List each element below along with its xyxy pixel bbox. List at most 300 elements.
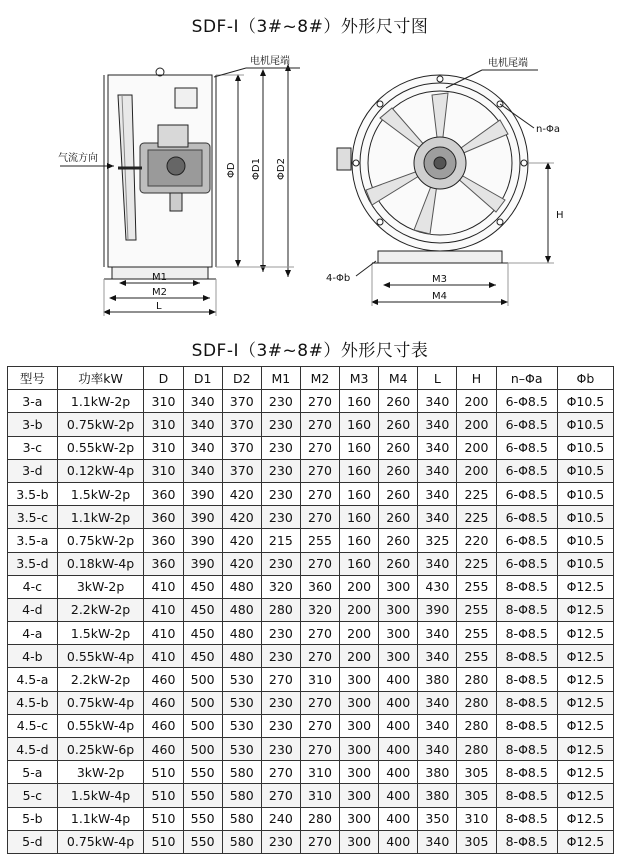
table-cell: 3kW-2p: [57, 761, 144, 784]
table-cell: 0.75kW-4p: [57, 691, 144, 714]
table-cell: 6-Φ8.5: [496, 413, 557, 436]
label-motor-tail-left: 电机尾端: [250, 56, 290, 67]
table-cell: 280: [300, 807, 339, 830]
table-cell: 270: [300, 436, 339, 459]
table-cell: 8-Φ8.5: [496, 807, 557, 830]
table-cell: 410: [144, 645, 183, 668]
table-cell: 200: [340, 575, 379, 598]
table-cell: 230: [261, 622, 300, 645]
table-cell: 530: [222, 714, 261, 737]
table-cell: 0.12kW-4p: [57, 459, 144, 482]
table-cell: 3.5-d: [8, 552, 58, 575]
side-view: [60, 65, 300, 316]
table-title: SDF-Ⅰ（3#~8#）外形尺寸表: [191, 341, 429, 361]
table-cell: 8-Φ8.5: [496, 714, 557, 737]
table-row: [8, 459, 614, 482]
table-cell: 260: [379, 459, 418, 482]
table-cell: 270: [261, 761, 300, 784]
table-cell: 400: [379, 714, 418, 737]
table-cell: 240: [261, 807, 300, 830]
table-cell: 340: [418, 459, 457, 482]
table-cell: 390: [183, 506, 222, 529]
table-cell: Φ12.5: [557, 738, 613, 761]
table-cell: 500: [183, 668, 222, 691]
table-cell: 4-c: [8, 575, 58, 598]
table-cell: 400: [379, 807, 418, 830]
label-L: L: [156, 301, 162, 312]
table-cell: 4-a: [8, 622, 58, 645]
table-cell: Φ10.5: [557, 390, 613, 413]
table-cell: 230: [261, 714, 300, 737]
table-cell: 225: [457, 552, 496, 575]
table-cell: 270: [300, 552, 339, 575]
table-row: [8, 575, 614, 598]
table-row: [8, 413, 614, 436]
table-cell: 300: [379, 575, 418, 598]
table-cell: 230: [261, 390, 300, 413]
label-D: ΦD: [226, 162, 237, 178]
label-D2: ΦD2: [276, 158, 287, 180]
table-cell: Φ12.5: [557, 784, 613, 807]
table-cell: 340: [418, 645, 457, 668]
table-cell: 325: [418, 529, 457, 552]
table-cell: 0.55kW-4p: [57, 714, 144, 737]
table-cell: 8-Φ8.5: [496, 668, 557, 691]
table-cell: 310: [457, 807, 496, 830]
table-cell: 8-Φ8.5: [496, 761, 557, 784]
table-cell: 280: [457, 738, 496, 761]
table-row: [8, 390, 614, 413]
table-cell: 360: [144, 552, 183, 575]
table-row: [8, 436, 614, 459]
table-cell: 420: [222, 529, 261, 552]
table-cell: 270: [300, 459, 339, 482]
table-cell: 1.1kW-4p: [57, 807, 144, 830]
table-cell: 530: [222, 668, 261, 691]
table-row: [8, 714, 614, 737]
table-cell: 0.55kW-4p: [57, 645, 144, 668]
table-cell: 3-b: [8, 413, 58, 436]
table-cell: 340: [183, 390, 222, 413]
table-cell: 270: [300, 506, 339, 529]
column-header: Φb: [557, 367, 613, 390]
table-cell: 300: [379, 598, 418, 621]
table-cell: 160: [340, 482, 379, 505]
table-cell: 270: [300, 645, 339, 668]
table-cell: 580: [222, 784, 261, 807]
table-cell: 6-Φ8.5: [496, 436, 557, 459]
table-row: [8, 761, 614, 784]
table-cell: 390: [183, 552, 222, 575]
table-header-row: [8, 367, 614, 390]
column-header: M4: [379, 367, 418, 390]
table-cell: 0.18kW-4p: [57, 552, 144, 575]
table-cell: 5-b: [8, 807, 58, 830]
table-cell: Φ10.5: [557, 529, 613, 552]
table-cell: 300: [340, 668, 379, 691]
table-cell: 280: [457, 691, 496, 714]
table-cell: 300: [340, 784, 379, 807]
table-cell: 320: [300, 598, 339, 621]
table-cell: 360: [144, 529, 183, 552]
table-cell: Φ12.5: [557, 668, 613, 691]
table-cell: 8-Φ8.5: [496, 691, 557, 714]
table-cell: 340: [418, 413, 457, 436]
table-cell: 255: [457, 645, 496, 668]
diagram-title: SDF-Ⅰ（3#~8#）外形尺寸图: [191, 17, 429, 37]
table-cell: 5-a: [8, 761, 58, 784]
column-header: 功率kW: [57, 367, 144, 390]
table-cell: 160: [340, 459, 379, 482]
column-header: D: [144, 367, 183, 390]
table-cell: 2.2kW-2p: [57, 598, 144, 621]
table-cell: 450: [183, 622, 222, 645]
table-cell: Φ12.5: [557, 622, 613, 645]
table-cell: Φ12.5: [557, 598, 613, 621]
table-cell: 410: [144, 575, 183, 598]
table-cell: 370: [222, 436, 261, 459]
table-cell: 4-d: [8, 598, 58, 621]
table-cell: 260: [379, 529, 418, 552]
table-cell: 410: [144, 598, 183, 621]
table-cell: 160: [340, 552, 379, 575]
table-cell: 510: [144, 784, 183, 807]
table-cell: 310: [300, 761, 339, 784]
table-cell: 390: [183, 482, 222, 505]
table-cell: Φ12.5: [557, 714, 613, 737]
label-M4: M4: [432, 291, 447, 302]
table-row: [8, 738, 614, 761]
dimension-table: [7, 366, 614, 854]
table-cell: 300: [379, 622, 418, 645]
table-cell: 255: [457, 598, 496, 621]
table-cell: 270: [261, 784, 300, 807]
table-cell: 260: [379, 482, 418, 505]
table-cell: 510: [144, 761, 183, 784]
table-cell: 3.5-a: [8, 529, 58, 552]
table-cell: 160: [340, 390, 379, 413]
table-cell: 1.1kW-2p: [57, 506, 144, 529]
table-cell: 270: [300, 413, 339, 436]
label-D1: ΦD1: [251, 158, 262, 180]
table-row: [8, 506, 614, 529]
table-cell: 360: [300, 575, 339, 598]
table-cell: Φ10.5: [557, 552, 613, 575]
table-cell: 6-Φ8.5: [496, 390, 557, 413]
table-cell: 370: [222, 390, 261, 413]
table-cell: 4-b: [8, 645, 58, 668]
table-cell: 230: [261, 482, 300, 505]
table-cell: Φ12.5: [557, 807, 613, 830]
table-cell: 340: [183, 413, 222, 436]
table-cell: 370: [222, 413, 261, 436]
table-cell: 390: [183, 529, 222, 552]
table-cell: 410: [144, 622, 183, 645]
table-cell: 160: [340, 506, 379, 529]
table-cell: 230: [261, 413, 300, 436]
table-cell: Φ10.5: [557, 459, 613, 482]
table-cell: 230: [261, 436, 300, 459]
table-cell: Φ10.5: [557, 436, 613, 459]
table-cell: 480: [222, 575, 261, 598]
table-cell: 400: [379, 784, 418, 807]
table-cell: 8-Φ8.5: [496, 830, 557, 853]
table-cell: 6-Φ8.5: [496, 482, 557, 505]
table-row: [8, 552, 614, 575]
table-cell: 580: [222, 830, 261, 853]
table-cell: 230: [261, 459, 300, 482]
front-view: [337, 70, 554, 306]
table-cell: 300: [379, 645, 418, 668]
table-cell: 480: [222, 622, 261, 645]
table-cell: 500: [183, 714, 222, 737]
table-row: [8, 668, 614, 691]
table-cell: 310: [144, 390, 183, 413]
table-cell: 225: [457, 482, 496, 505]
column-header: D2: [222, 367, 261, 390]
table-cell: 230: [261, 738, 300, 761]
table-cell: 400: [379, 668, 418, 691]
table-cell: 160: [340, 413, 379, 436]
table-cell: 390: [418, 598, 457, 621]
table-cell: 400: [379, 830, 418, 853]
table-cell: 305: [457, 784, 496, 807]
table-cell: 230: [261, 830, 300, 853]
label-M1: M1: [152, 272, 167, 283]
column-header: D1: [183, 367, 222, 390]
table-cell: Φ12.5: [557, 645, 613, 668]
table-cell: 310: [300, 668, 339, 691]
table-cell: 300: [340, 738, 379, 761]
table-cell: 305: [457, 761, 496, 784]
table-cell: 215: [261, 529, 300, 552]
table-cell: 300: [340, 691, 379, 714]
label-4-phi-b: 4-Φb: [326, 273, 351, 284]
table-cell: 530: [222, 691, 261, 714]
table-cell: 340: [418, 506, 457, 529]
table-cell: 160: [340, 436, 379, 459]
table-cell: 270: [300, 482, 339, 505]
table-cell: 480: [222, 645, 261, 668]
table-cell: 270: [300, 622, 339, 645]
table-cell: 6-Φ8.5: [496, 552, 557, 575]
table-cell: 460: [144, 738, 183, 761]
table-cell: 400: [379, 691, 418, 714]
table-cell: 270: [300, 390, 339, 413]
table-row: [8, 529, 614, 552]
table-cell: 420: [222, 482, 261, 505]
table-cell: 200: [457, 390, 496, 413]
table-cell: 260: [379, 552, 418, 575]
table-cell: 460: [144, 691, 183, 714]
table-cell: 200: [340, 645, 379, 668]
table-cell: 430: [418, 575, 457, 598]
table-cell: 270: [300, 830, 339, 853]
table-cell: 310: [300, 784, 339, 807]
column-header: M3: [340, 367, 379, 390]
table-cell: Φ12.5: [557, 830, 613, 853]
label-motor-tail-right: 电机尾端: [488, 58, 528, 69]
table-cell: 230: [261, 506, 300, 529]
table-cell: Φ12.5: [557, 761, 613, 784]
table-cell: 380: [418, 668, 457, 691]
column-header: M2: [300, 367, 339, 390]
table-cell: 8-Φ8.5: [496, 575, 557, 598]
table-cell: 230: [261, 552, 300, 575]
table-cell: 550: [183, 807, 222, 830]
table-cell: 310: [144, 436, 183, 459]
table-cell: 460: [144, 714, 183, 737]
table-cell: 4.5-d: [8, 738, 58, 761]
dimension-drawing: [0, 38, 620, 318]
table-cell: 320: [261, 575, 300, 598]
table-row: [8, 784, 614, 807]
table-cell: 3kW-2p: [57, 575, 144, 598]
table-cell: 270: [300, 691, 339, 714]
table-cell: 340: [418, 830, 457, 853]
table-cell: 500: [183, 738, 222, 761]
column-header: n–Φa: [496, 367, 557, 390]
table-cell: 300: [340, 830, 379, 853]
table-cell: 3.5-b: [8, 482, 58, 505]
table-cell: 260: [379, 506, 418, 529]
table-cell: 280: [457, 714, 496, 737]
table-row: [8, 830, 614, 853]
table-cell: 1.1kW-2p: [57, 390, 144, 413]
table-cell: 255: [300, 529, 339, 552]
table-cell: 220: [457, 529, 496, 552]
table-cell: 260: [379, 413, 418, 436]
table-cell: 0.25kW-6p: [57, 738, 144, 761]
table-cell: 340: [418, 552, 457, 575]
table-cell: 0.75kW-2p: [57, 529, 144, 552]
table-cell: Φ10.5: [557, 482, 613, 505]
label-H: H: [556, 210, 564, 221]
table-cell: 0.75kW-2p: [57, 413, 144, 436]
table-cell: 300: [340, 714, 379, 737]
table-cell: 0.55kW-2p: [57, 436, 144, 459]
table-cell: 4.5-c: [8, 714, 58, 737]
table-row: [8, 598, 614, 621]
table-cell: 340: [418, 738, 457, 761]
table-cell: 360: [144, 482, 183, 505]
table-cell: 400: [379, 738, 418, 761]
label-airflow: 气流方向: [58, 153, 98, 164]
table-cell: 300: [340, 761, 379, 784]
table-cell: 340: [418, 390, 457, 413]
column-header: 型号: [8, 367, 58, 390]
table-cell: 5-c: [8, 784, 58, 807]
table-cell: 305: [457, 830, 496, 853]
label-M2: M2: [152, 287, 167, 298]
table-cell: 280: [457, 668, 496, 691]
table-cell: 280: [261, 598, 300, 621]
table-row: [8, 622, 614, 645]
table-cell: 340: [418, 482, 457, 505]
table-cell: 230: [261, 691, 300, 714]
table-cell: 270: [300, 738, 339, 761]
table-cell: 270: [300, 714, 339, 737]
table-cell: 160: [340, 529, 379, 552]
table-cell: 400: [379, 761, 418, 784]
table-cell: 8-Φ8.5: [496, 738, 557, 761]
table-cell: 550: [183, 784, 222, 807]
table-cell: 2.2kW-2p: [57, 668, 144, 691]
table-cell: 0.75kW-4p: [57, 830, 144, 853]
table-cell: 260: [379, 390, 418, 413]
table-cell: 340: [418, 714, 457, 737]
table-cell: 1.5kW-2p: [57, 482, 144, 505]
table-cell: 450: [183, 575, 222, 598]
table-cell: 200: [340, 598, 379, 621]
table-cell: 200: [457, 459, 496, 482]
table-cell: 340: [418, 691, 457, 714]
table-cell: 3-d: [8, 459, 58, 482]
table-cell: 460: [144, 668, 183, 691]
table-cell: 255: [457, 575, 496, 598]
table-cell: 200: [340, 622, 379, 645]
column-header: L: [418, 367, 457, 390]
table-cell: 550: [183, 761, 222, 784]
table-cell: Φ12.5: [557, 575, 613, 598]
table-cell: 6-Φ8.5: [496, 529, 557, 552]
table-cell: 300: [340, 807, 379, 830]
table-cell: 340: [418, 436, 457, 459]
table-cell: 270: [261, 668, 300, 691]
table-cell: 420: [222, 552, 261, 575]
table-cell: 5-d: [8, 830, 58, 853]
table-cell: 6-Φ8.5: [496, 459, 557, 482]
table-cell: 4.5-a: [8, 668, 58, 691]
table-cell: 360: [144, 506, 183, 529]
column-header: H: [457, 367, 496, 390]
table-row: [8, 645, 614, 668]
table-cell: 8-Φ8.5: [496, 622, 557, 645]
table-cell: 225: [457, 506, 496, 529]
table-cell: 380: [418, 761, 457, 784]
table-row: [8, 691, 614, 714]
table-cell: 6-Φ8.5: [496, 506, 557, 529]
table-cell: 580: [222, 807, 261, 830]
table-cell: 8-Φ8.5: [496, 598, 557, 621]
table-cell: 310: [144, 459, 183, 482]
table-row: [8, 807, 614, 830]
table-cell: 255: [457, 622, 496, 645]
column-header: M1: [261, 367, 300, 390]
label-M3: M3: [432, 274, 447, 285]
table-cell: 1.5kW-2p: [57, 622, 144, 645]
table-cell: 8-Φ8.5: [496, 784, 557, 807]
table-cell: 380: [418, 784, 457, 807]
table-cell: 230: [261, 645, 300, 668]
table-cell: Φ12.5: [557, 691, 613, 714]
table-cell: 200: [457, 413, 496, 436]
table-cell: 370: [222, 459, 261, 482]
table-cell: 510: [144, 807, 183, 830]
table-cell: 4.5-b: [8, 691, 58, 714]
table-cell: 3-a: [8, 390, 58, 413]
table-cell: 260: [379, 436, 418, 459]
table-cell: 340: [418, 622, 457, 645]
table-cell: 580: [222, 761, 261, 784]
table-cell: Φ10.5: [557, 413, 613, 436]
table-cell: 350: [418, 807, 457, 830]
table-cell: 340: [183, 436, 222, 459]
table-cell: 8-Φ8.5: [496, 645, 557, 668]
table-cell: 3-c: [8, 436, 58, 459]
table-cell: Φ10.5: [557, 506, 613, 529]
table-cell: 510: [144, 830, 183, 853]
